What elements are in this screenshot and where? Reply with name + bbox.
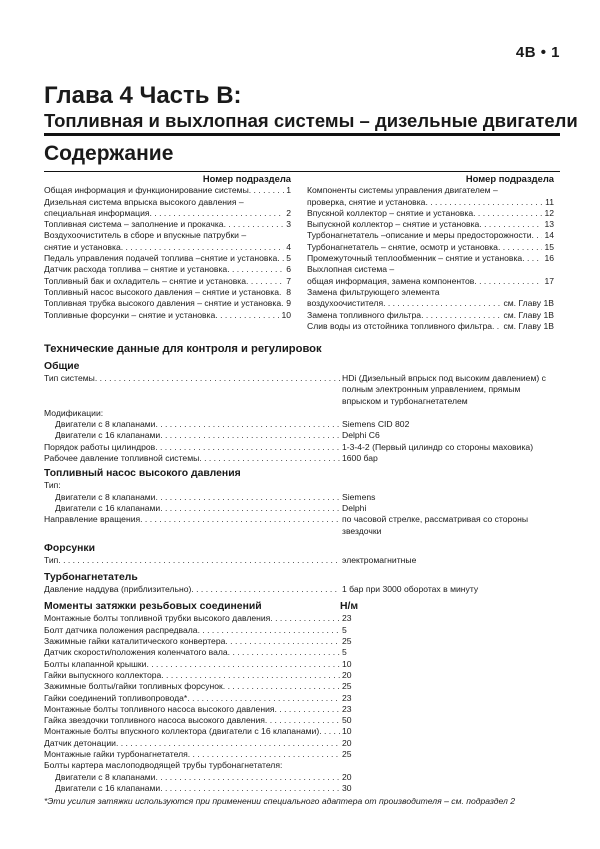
torque-value: 20: [342, 669, 352, 680]
spec-row: [44, 408, 556, 419]
toc-item-text: воздухоочистителя: [307, 298, 384, 309]
section-heading-pump: Топливный насос высокого давления: [44, 468, 241, 480]
torque-row: [44, 738, 556, 749]
torque-row: [44, 625, 556, 636]
toc-item-number: 10: [281, 309, 291, 320]
toc-item-text: Топливные форсунки – снятие и установка: [44, 309, 216, 320]
torque-label: Болт датчика положения распредвала: [44, 624, 198, 635]
torque-value: 23: [342, 613, 352, 624]
toc-item-text: снятие и установка: [44, 241, 121, 252]
spec-label: Тип:: [44, 480, 61, 491]
toc-right-column: [307, 173, 554, 332]
toc-item-text: Топливная трубка высокого давления – снятие и установка: [44, 298, 282, 309]
toc-item: [307, 264, 554, 275]
footnote: *Эти усилия затяжки используются при применении специального адаптера от производителя – см. подраздел 2: [44, 796, 516, 807]
toc-item-text: Топливный насос высокого давления – снятие и установка: [44, 286, 279, 297]
toc-item-text: Замена фильтрующего элемента: [307, 286, 440, 297]
torque-row: [44, 647, 556, 658]
torque-row: [44, 613, 556, 624]
torque-row: [44, 693, 556, 704]
torque-value: 5: [342, 624, 347, 635]
specs-title: Технические данные для контроля и регулировок: [44, 343, 322, 355]
toc-item-number: см. Главу 1В: [503, 320, 554, 331]
spec-label: Рабочее давление топливной системы: [44, 453, 200, 464]
toc-item: [44, 208, 291, 219]
torque-label: Датчик скорости/положения коленчатого вала: [44, 647, 228, 658]
toc-item-number: 15: [544, 241, 554, 252]
toc-item-text: Датчик расхода топлива – снятие и установка: [44, 264, 228, 275]
torque-value: [340, 760, 556, 771]
toc-item: [44, 253, 291, 264]
toc-item-number: 7: [286, 275, 291, 286]
toc-item: [44, 197, 291, 208]
torque-row: [44, 704, 556, 715]
torque-label: Двигатели с 16 клапанами: [55, 782, 161, 793]
toc-item-text: проверка, снятие и установка: [307, 196, 426, 207]
toc-item: [307, 242, 554, 253]
section-heading-turbo: Турбонагнетатель: [44, 572, 138, 584]
toc-item-number: 6: [286, 264, 291, 275]
spec-value: электромагнитные: [342, 554, 417, 565]
spec-label: Давление наддува (приблизительно): [44, 584, 192, 595]
torque-label: Датчик детонации: [44, 737, 116, 748]
toc-item-text: Выпускной коллектор – снятие и установка: [307, 219, 480, 230]
toc-item-number: 1: [286, 185, 291, 196]
toc-list: [44, 185, 291, 321]
toc-item-text: общая информация, замена компонентов: [307, 275, 475, 286]
section-heading-torque: Моменты затяжки резьбовых соединений: [44, 601, 262, 613]
toc-item: [307, 185, 554, 196]
spec-label: Порядок работы цилиндров: [44, 441, 156, 452]
toc-item: [307, 310, 554, 321]
spec-label: Модификации:: [44, 407, 104, 418]
toc-item: [44, 310, 291, 321]
spec-row: [44, 584, 556, 595]
page-number: 4B • 1: [515, 44, 560, 61]
toc-item: [307, 298, 554, 309]
toc-item: [307, 276, 554, 287]
torque-value: 10: [342, 658, 352, 669]
spec-row: [44, 480, 556, 491]
torque-value: 50: [342, 715, 352, 726]
toc-item-text: специальная информация: [44, 207, 150, 218]
torque-label: Гайки соединений топливопровода*: [44, 692, 188, 703]
spec-row: [44, 373, 556, 407]
torque-row: [44, 760, 556, 771]
spec-value: 1-3-4-2 (Первый цилиндр со стороны маховика): [342, 441, 534, 452]
toc-item-number: 12: [544, 207, 554, 218]
toc-item: [307, 197, 554, 208]
spec-row: [44, 555, 556, 566]
torque-row: [44, 772, 556, 783]
torque-value: 25: [342, 681, 352, 692]
torque-label: Зажимные болты/гайки топливных форсунок: [44, 681, 223, 692]
spec-label: Двигатели с 8 клапанами: [55, 491, 156, 502]
toc-item-text: Компоненты системы управления двигателем –: [307, 185, 498, 196]
torque-label: Монтажные гайки турбонагнетателя: [44, 749, 188, 760]
torque-label: Монтажные болты топливного насоса высокого давления: [44, 703, 275, 714]
toc-item-number: 5: [286, 253, 291, 264]
toc-item-text: Дизельная система впрыска высокого давления –: [44, 196, 244, 207]
torque-row: [44, 636, 556, 647]
section-heading-general: Общие: [44, 361, 80, 372]
toc-item-text: Промежуточный теплообменник – снятие и установка: [307, 253, 523, 264]
torque-unit: Н/м: [340, 601, 359, 613]
toc-item-number: см. Главу 1В: [503, 309, 554, 320]
spec-label: Двигатели с 8 клапанами: [55, 419, 156, 430]
toc-item: [307, 253, 554, 264]
toc-item-text: Топливная система – заполнение и прокачка: [44, 219, 224, 230]
toc-item-text: Слив воды из отстойника топливного фильтра: [307, 320, 493, 331]
torque-label: Зажимные гайки каталитического конвертера: [44, 636, 226, 647]
toc-item-text: Общая информация и функционирование системы: [44, 185, 249, 196]
torque-row: [44, 726, 556, 737]
toc-item-number: см. Главу 1В: [503, 298, 554, 309]
toc-item-number: 13: [544, 219, 554, 230]
spec-value: 1600 бар: [342, 453, 378, 464]
torque-label: Гайка звездочки топливного насоса высокого давления: [44, 715, 265, 726]
spec-row: [44, 442, 556, 453]
toc-item: [44, 242, 291, 253]
toc-item-text: Выхлопная система –: [307, 264, 395, 275]
toc-item-text: Впускной коллектор – снятие и установка: [307, 207, 474, 218]
toc-item-text: Турбонагнетатель – снятие, осмотр и установка: [307, 241, 498, 252]
toc-item-number: 2: [286, 207, 291, 218]
spec-label: Двигатели с 16 клапанами: [55, 430, 161, 441]
torque-row: [44, 783, 556, 794]
spec-row: [44, 453, 556, 464]
toc-item-text: Воздухоочиститель в сборе и впускные патрубки –: [44, 230, 247, 241]
spec-row: [44, 503, 556, 514]
toc-item-number: 4: [286, 241, 291, 252]
toc-item-text: Топливный бак и охладитель – снятие и установка: [44, 275, 247, 286]
toc-left-column: [44, 173, 291, 321]
toc-item: [44, 276, 291, 287]
toc-item: [44, 264, 291, 275]
title-rule: [44, 133, 560, 136]
toc-item-text: Турбонагнетатель –описание и меры предосторожности: [307, 230, 532, 241]
toc-item-text: Замена топливного фильтра: [307, 309, 422, 320]
torque-label: Болты клапанной крышки: [44, 658, 147, 669]
spec-label: Направление вращения: [44, 514, 141, 525]
spec-row: [44, 514, 556, 537]
torque-value: 20: [342, 771, 352, 782]
section-heading-injectors: Форсунки: [44, 542, 95, 554]
spec-label: Тип системы: [44, 373, 95, 383]
toc-item-number: 14: [544, 230, 554, 241]
toc-item: [307, 287, 554, 298]
toc-list: [307, 185, 554, 332]
torque-row: [44, 659, 556, 670]
toc-item-number: 11: [545, 196, 554, 207]
torque-value: 25: [342, 749, 352, 760]
spec-row: [44, 419, 556, 430]
torque-value: 5: [342, 647, 347, 658]
toc-rule: [44, 171, 560, 172]
torque-value: 23: [342, 692, 352, 703]
toc-item: [44, 219, 291, 230]
spec-value: HDi (Дизельный впрыск под высоким давлением) с полным электронным управлением, прямым впрыском и турбонагнетателем: [342, 373, 546, 406]
toc-item-number: 17: [544, 275, 554, 286]
toc-item: [44, 185, 291, 196]
toc-item: [44, 287, 291, 298]
spec-value: по часовой стрелке, рассматривая со стороны звездочки: [342, 514, 529, 536]
torque-value: 30: [342, 782, 352, 793]
toc-item-number: 8: [286, 286, 291, 297]
toc-item-number: 9: [286, 298, 291, 309]
chapter-title: Глава 4 Часть В:: [44, 82, 242, 109]
toc-item: [44, 230, 291, 241]
torque-label: Монтажные болты впускного коллектора (двигатели с 16 клапанами): [44, 726, 320, 737]
torque-row: [44, 681, 556, 692]
torque-header: [44, 600, 556, 613]
torque-row: [44, 670, 556, 681]
toc-item-number: 16: [544, 253, 554, 264]
toc-column-header: Номер подраздела: [202, 173, 291, 184]
torque-value: 20: [342, 737, 352, 748]
spec-value: Siemens CID 802: [342, 419, 410, 430]
torque-label: Монтажные болты топливной трубки высокого давления: [44, 613, 271, 624]
spec-value: Delphi C6: [342, 430, 380, 441]
toc-item-text: Педаль управления подачей топлива –снятие и установка: [44, 253, 278, 264]
spec-label: Двигатели с 16 клапанами: [55, 502, 161, 513]
torque-value: 25: [342, 636, 352, 647]
toc-item: [307, 219, 554, 230]
chapter-subtitle: Топливная и выхлопная системы – дизельные двигатели: [44, 110, 578, 131]
torque-label: Болты картера маслоподводящей трубы турбонагнетателя:: [44, 760, 283, 771]
torque-label: Двигатели с 8 клапанами: [55, 771, 156, 782]
spec-row: [44, 492, 556, 503]
specs-section: [44, 358, 556, 808]
torque-row: [44, 715, 556, 726]
toc-column-header: Номер подраздела: [465, 173, 554, 184]
spec-row: [44, 430, 556, 441]
torque-value: 23: [342, 703, 352, 714]
spec-label: Тип: [44, 554, 59, 565]
toc-item: [44, 298, 291, 309]
toc-item: [307, 208, 554, 219]
spec-value: Siemens: [342, 491, 376, 502]
torque-row: [44, 749, 556, 760]
spec-value: Delphi: [342, 502, 367, 513]
toc-item: [307, 321, 554, 332]
toc-item: [307, 230, 554, 241]
toc-title: Содержание: [44, 142, 174, 165]
torque-table: [44, 613, 556, 794]
torque-value: 10: [342, 726, 352, 737]
torque-label: Гайки выпускного коллектора: [44, 669, 162, 680]
spec-value: 1 бар при 3000 оборотах в минуту: [342, 584, 479, 595]
toc-item-number: 3: [286, 219, 291, 230]
